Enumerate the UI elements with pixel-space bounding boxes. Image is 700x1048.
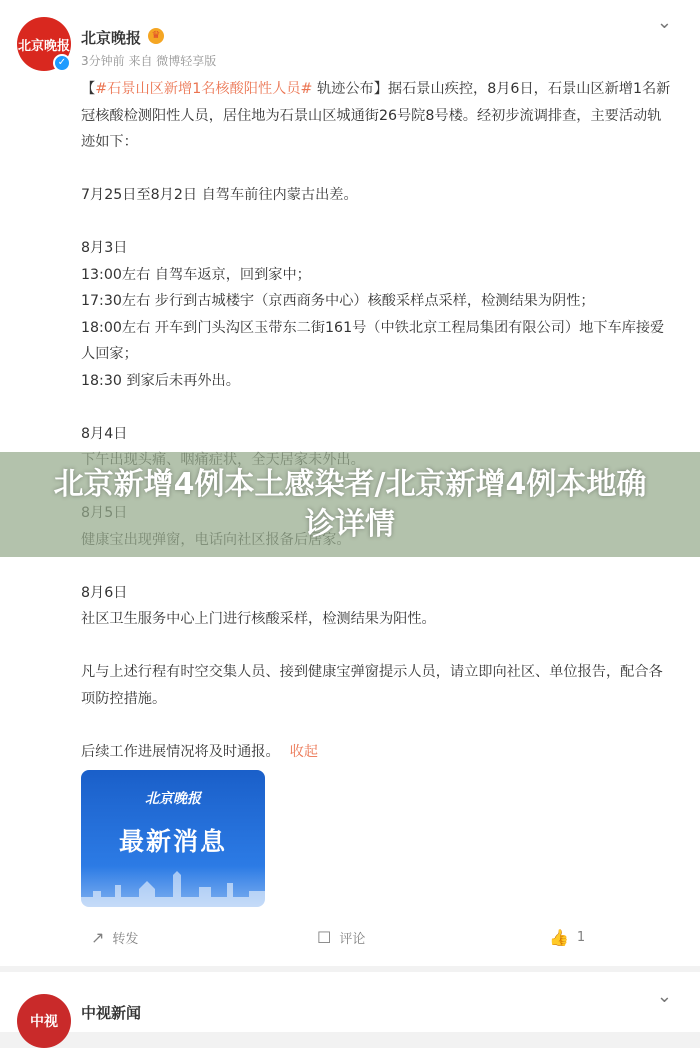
- crown-icon: ♛: [148, 28, 164, 44]
- post-content: [81, 76, 671, 765]
- next-post: [0, 972, 700, 1032]
- skyline-graphic: [81, 867, 265, 907]
- author-name[interactable]: 北京晚报: [81, 29, 142, 47]
- like-count: 1: [576, 930, 586, 945]
- paragraph-list: [81, 156, 671, 739]
- news-thumbnail[interactable]: [81, 770, 265, 907]
- repost-button[interactable]: [91, 928, 138, 947]
- paragraph-gap: [81, 156, 671, 183]
- paragraph-gap: [81, 633, 671, 660]
- comment-button[interactable]: [317, 928, 365, 947]
- post-paragraph: 13:00左右 自驾车返京，回到家中；: [81, 266, 311, 283]
- chevron-down-icon[interactable]: ⌄: [656, 986, 672, 1007]
- post-paragraph: 8月4日: [81, 425, 128, 442]
- post-paragraph: 18:00左右 开车到门头沟区玉带东二街161号（中铁北京工程局集团有限公司）地下车库接爱人回家；: [81, 319, 665, 362]
- like-button[interactable]: [549, 928, 585, 947]
- hashtag-link[interactable]: #石景山区新增1名核酸阳性人员#: [95, 81, 313, 97]
- post-paragraph: 8月3日: [81, 240, 128, 256]
- post-paragraph: 轨迹公布】据石景山疾控，8月6日，石景山区新增1名新冠核酸检测阳性人员，居住地为石景山区城通街26号院8号楼。经初步流调排查，主要活动轨迹如下：: [81, 81, 671, 150]
- paragraph-gap: [81, 209, 671, 236]
- post-paragraph: 7月25日至8月2日 自驾车前往内蒙古出差。: [81, 187, 358, 203]
- chevron-down-icon[interactable]: ⌄: [656, 12, 672, 33]
- verified-icon: ✓: [53, 54, 71, 72]
- post-paragraph: 8月6日: [81, 584, 128, 601]
- thumbnail-brand: 北京晚报: [145, 791, 201, 807]
- post-first-paragraph: 【#石景山区新增1名核酸阳性人员# 轨迹公布】据石景山疾控，8月6日，石景山区新增1名新冠核酸检测阳性人员，居住地为石景山区城通街26号院8号楼。经初步流调排查，主要活动轨迹如下：: [81, 81, 671, 150]
- comment-label: 评论: [339, 932, 366, 947]
- post-paragraph: 凡与上述行程有时空交集人员、接到健康宝弹窗提示人员，请立即向社区、单位报告，配合各项防控措施。: [81, 664, 663, 707]
- repost-icon: ↗: [91, 928, 105, 947]
- post-meta: 3分钟前 来自 微博轻享版: [81, 54, 217, 68]
- post-paragraph: 17:30左右 步行到古城楼宇（京西商务中心）核酸采样点采样，检测结果为阴性；: [81, 293, 595, 309]
- thumbnail-title: 最新消息: [118, 827, 227, 856]
- post-actions: [0, 928, 700, 952]
- paragraph-gap: [81, 394, 671, 421]
- collapse-link[interactable]: 收起: [289, 743, 319, 760]
- avatar[interactable]: 中视: [17, 994, 71, 1048]
- repost-label: 转发: [112, 932, 139, 947]
- overlay-title: 北京新增4例本土感染者/北京新增4例本地确诊详情: [0, 452, 700, 557]
- post-paragraph: 18:30 到家后未再外出。: [81, 372, 240, 389]
- author-name[interactable]: 中视新闻: [81, 1004, 142, 1022]
- post-last-line: 后续工作进展情况将及时通报。 收起: [81, 743, 319, 760]
- avatar[interactable]: 北京晚报: [17, 17, 71, 71]
- like-icon: 👍: [549, 928, 569, 947]
- comment-icon: ☐: [317, 928, 332, 947]
- paragraph-gap: [81, 712, 671, 739]
- post-paragraph: 社区卫生服务中心上门进行核酸采样，检测结果为阳性。: [81, 611, 436, 627]
